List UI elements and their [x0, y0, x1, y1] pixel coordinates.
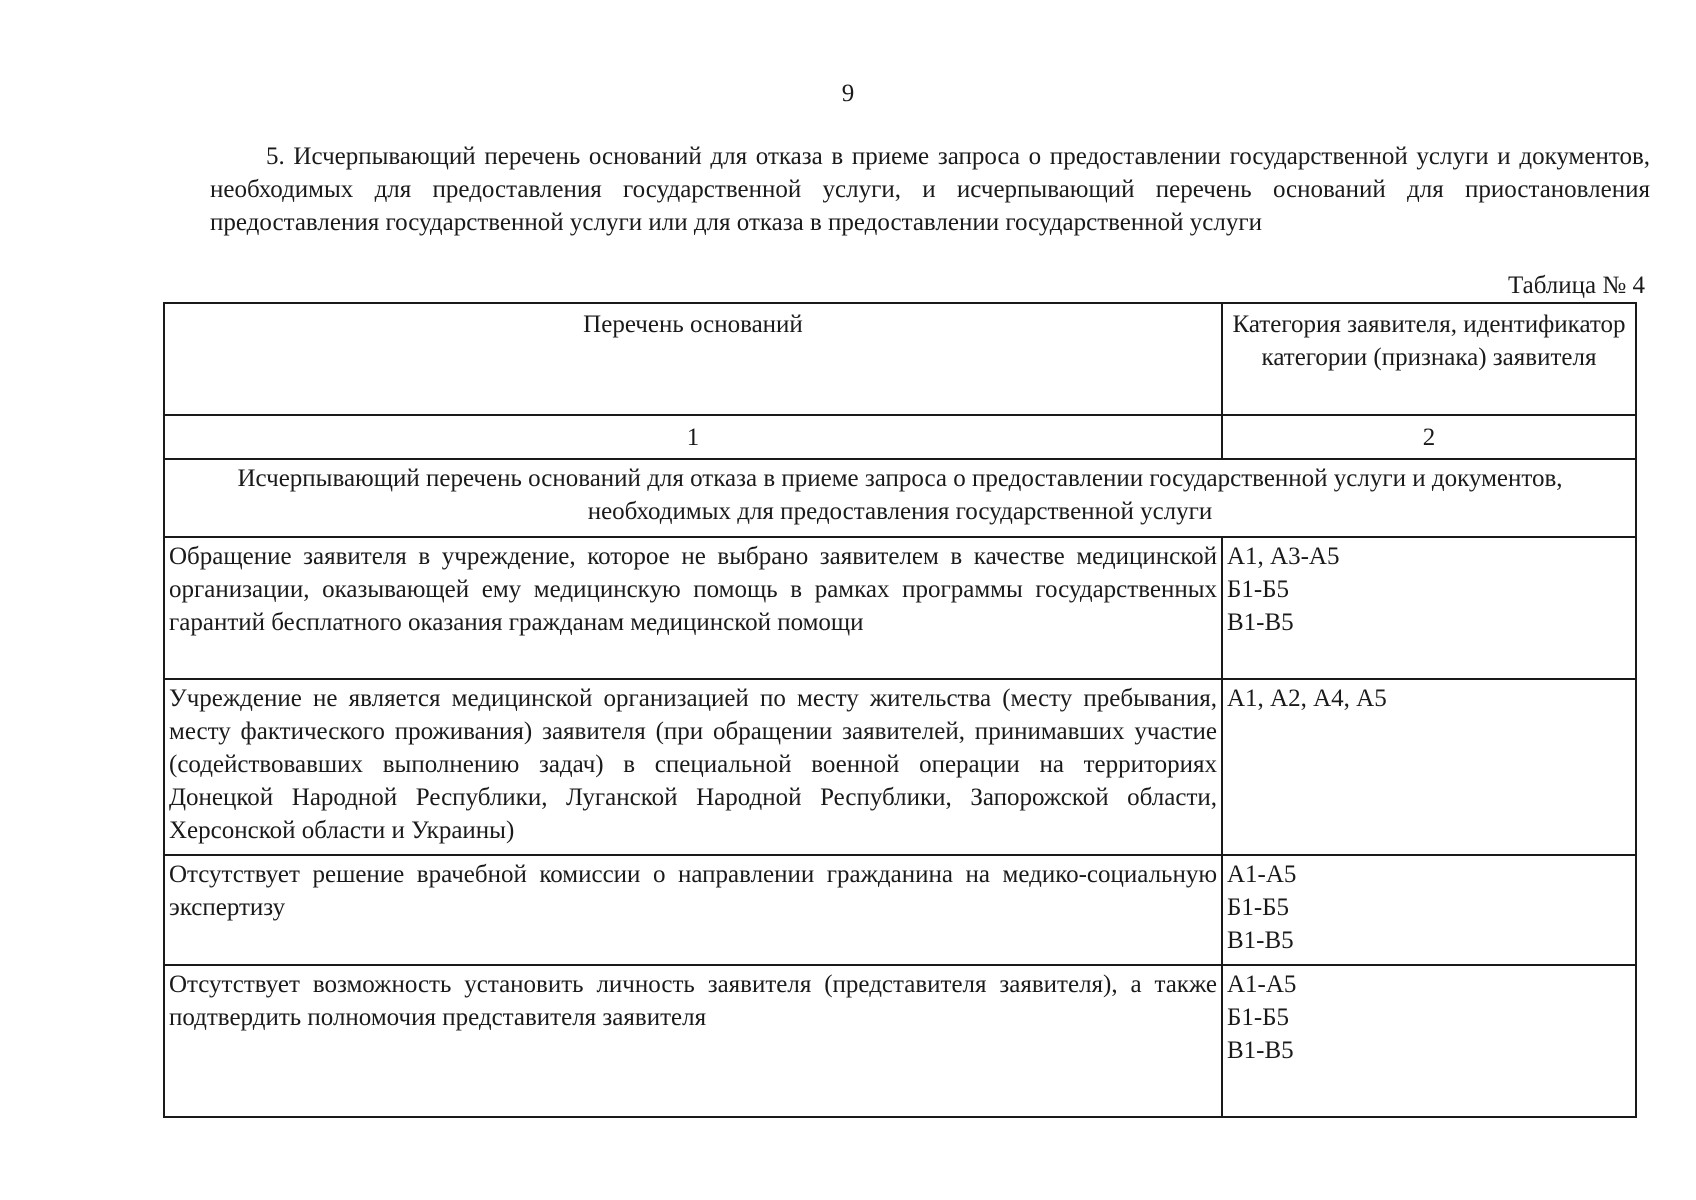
table-header-row [164, 303, 1636, 415]
category-line: Б1-Б5 [1227, 1004, 1290, 1031]
section-heading: 5. Исчерпывающий перечень оснований для отказа в приеме запроса о предоставлении государственной услуги и документов, необходимых для предоставления государственной услуги, и исчерпывающий перечень оснований для приостановления предоставления государственной услуги или для отказа в предоставлении государственной услуги [210, 143, 1650, 236]
table-row [164, 679, 1636, 855]
table-row [164, 855, 1636, 965]
table-row [164, 537, 1636, 679]
page-number: 9 [841, 80, 855, 107]
column-number-row [164, 415, 1636, 459]
category-line: В1-В5 [1227, 1037, 1294, 1064]
category-line: В1-В5 [1227, 609, 1294, 636]
table-caption: Таблица № 4 [1507, 272, 1645, 299]
table-row [164, 965, 1636, 1117]
header-category: Категория заявителя, идентификатор категории (признака) заявителя [1222, 303, 1636, 415]
category-line: Б1-Б5 [1227, 576, 1290, 603]
category-cell [1222, 965, 1636, 1117]
category-line: А1-А5 [1227, 971, 1297, 998]
category-line: В1-В5 [1227, 927, 1294, 954]
category-cell [1222, 537, 1636, 679]
header-reasons: Перечень оснований [164, 303, 1222, 415]
category-cell [1222, 679, 1636, 855]
category-line: А1-А5 [1227, 861, 1297, 888]
reason-cell: Отсутствует возможность установить личность заявителя (представителя заявителя), а также подтвердить полномочия представителя заявителя [164, 965, 1222, 1117]
category-line: А1, А2, А4, А5 [1227, 685, 1387, 712]
category-cell [1222, 855, 1636, 965]
grounds-table [163, 302, 1637, 1118]
group-title: Исчерпывающий перечень оснований для отказа в приеме запроса о предоставлении государственной услуги и документов, необходимых для предоставления государственной услуги [164, 459, 1636, 537]
category-line: Б1-Б5 [1227, 894, 1290, 921]
reason-cell: Обращение заявителя в учреждение, которое не выбрано заявителем в качестве медицинской организации, оказывающей ему медицинскую помощь в рамках программы государственных гарантий бесплатного оказания гражданам медицинской помощи [164, 537, 1222, 679]
reason-cell: Отсутствует решение врачебной комиссии о направлении гражданина на медико-социальную экспертизу [164, 855, 1222, 965]
reason-cell: Учреждение не является медицинской организацией по месту жительства (месту пребывания, месту фактического проживания) заявителя (при обращении заявителей, принимавших участие (содействовавших выполнению задач) в специальной военной операции на территориях Донецкой Народной Республики, Луганской Народной Республики, Запорожской области, Херсонской области и Украины) [164, 679, 1222, 855]
column-number-2: 2 [1222, 415, 1636, 459]
group-title-row [164, 459, 1636, 537]
column-number-1: 1 [164, 415, 1222, 459]
category-line: А1, А3-А5 [1227, 543, 1340, 570]
